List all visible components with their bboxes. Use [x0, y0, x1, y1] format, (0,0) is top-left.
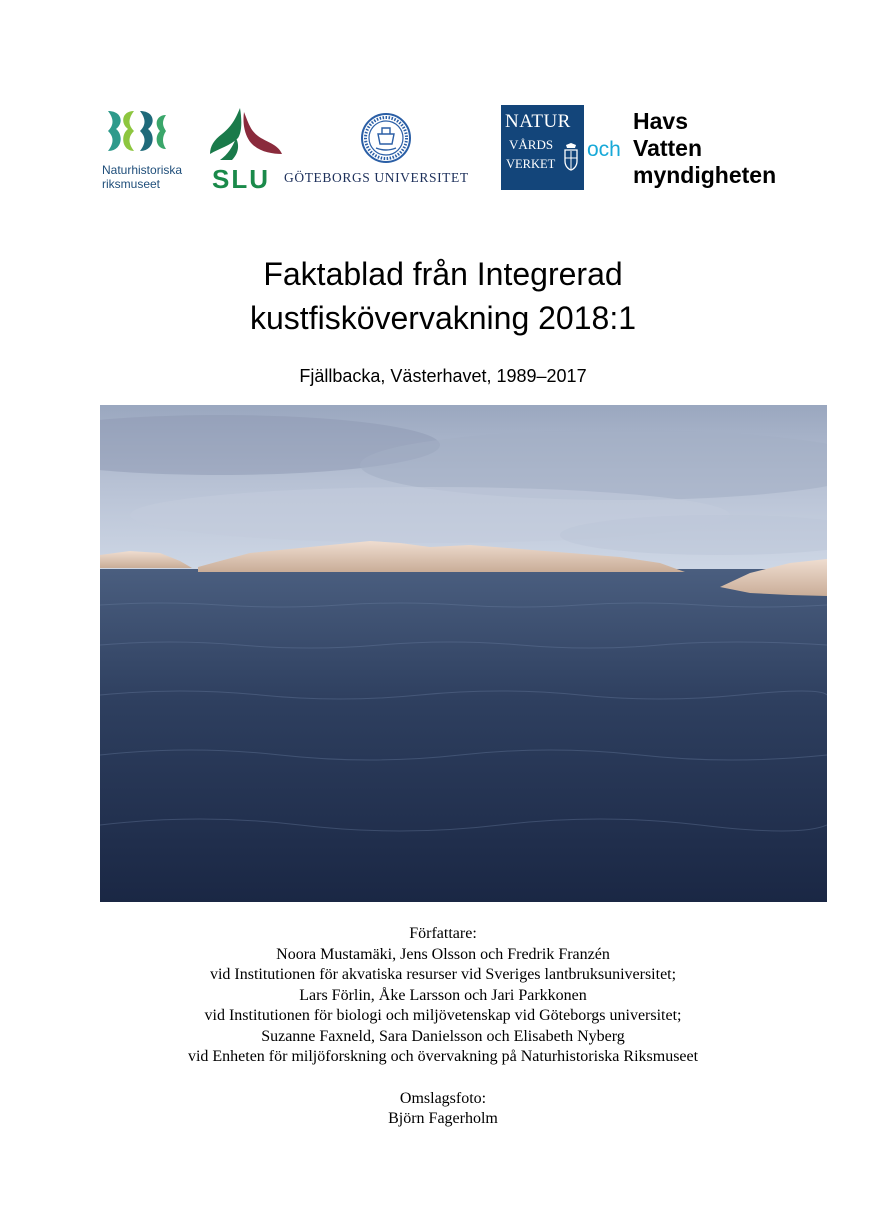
- naturvardsverket-crest-icon: [563, 143, 579, 171]
- hav-logo-line1: Havs: [633, 108, 688, 134]
- nv-logo-line1: NATUR: [505, 111, 571, 132]
- logo-strip: [100, 100, 790, 195]
- gu-logo-text: GÖTEBORGS UNIVERSITET: [284, 170, 469, 185]
- affiliation-line: vid Enheten för miljöforskning och övervakning på Naturhistoriska Riksmuseet: [187, 1048, 699, 1065]
- authors-heading: Författare:: [409, 925, 477, 942]
- nrm-logo: [100, 105, 205, 190]
- slu-logo: [206, 108, 286, 194]
- gu-logo: [282, 110, 497, 190]
- gu-seal-icon: [360, 112, 412, 164]
- nv-logo-line3: VERKET: [506, 157, 556, 171]
- havs-och-vattenmyndigheten-logo: [587, 108, 792, 188]
- author-line: Lars Förlin, Åke Larsson och Jari Parkkonen: [299, 986, 587, 1004]
- nrm-logo-text: [102, 163, 182, 191]
- naturvardsverket-logo: [501, 105, 584, 190]
- affiliation-line: vid Institutionen för biologi och miljövetenskap vid Göteborgs universitet;: [204, 1007, 682, 1024]
- author-line: Suzanne Faxneld, Sara Danielsson och Elisabeth Nyberg: [261, 1027, 625, 1045]
- sea-and-islands-photo: [100, 405, 827, 902]
- hav-logo-line3: myndigheten: [633, 162, 777, 188]
- slu-logo-text: SLU: [212, 164, 270, 194]
- affiliation-line: vid Institutionen för akvatiska resurser vid Sveriges lantbruksuniversitet;: [209, 966, 677, 983]
- hav-logo-name: [633, 108, 776, 189]
- report-title-line1: Faktablad från Integrerad: [263, 256, 623, 292]
- report-title-line2: kustfiskövervakning 2018:1: [250, 300, 636, 336]
- photographer-name: Björn Fagerholm: [388, 1110, 498, 1127]
- credits-block: [0, 924, 886, 1130]
- photo-credit-heading: Omslagsfoto:: [399, 1089, 487, 1107]
- cover-photo: [100, 405, 827, 902]
- nrm-logo-line2: riksmuseet: [102, 177, 161, 191]
- spacer: [0, 1068, 886, 1089]
- slu-logo-icon: [206, 108, 286, 164]
- nv-logo-line2: VÅRDS: [509, 137, 554, 152]
- nrm-logo-icon: [104, 109, 170, 153]
- author-line: Noora Mustamäki, Jens Olsson och Fredrik Franzén: [276, 945, 610, 963]
- hav-logo-line2: Vatten: [633, 135, 703, 161]
- nrm-logo-line1: Naturhistoriska: [102, 163, 183, 177]
- hav-logo-och: och: [587, 138, 621, 161]
- report-subtitle: Fjällbacka, Västerhavet, 1989–2017: [299, 366, 587, 386]
- report-title: [0, 252, 886, 340]
